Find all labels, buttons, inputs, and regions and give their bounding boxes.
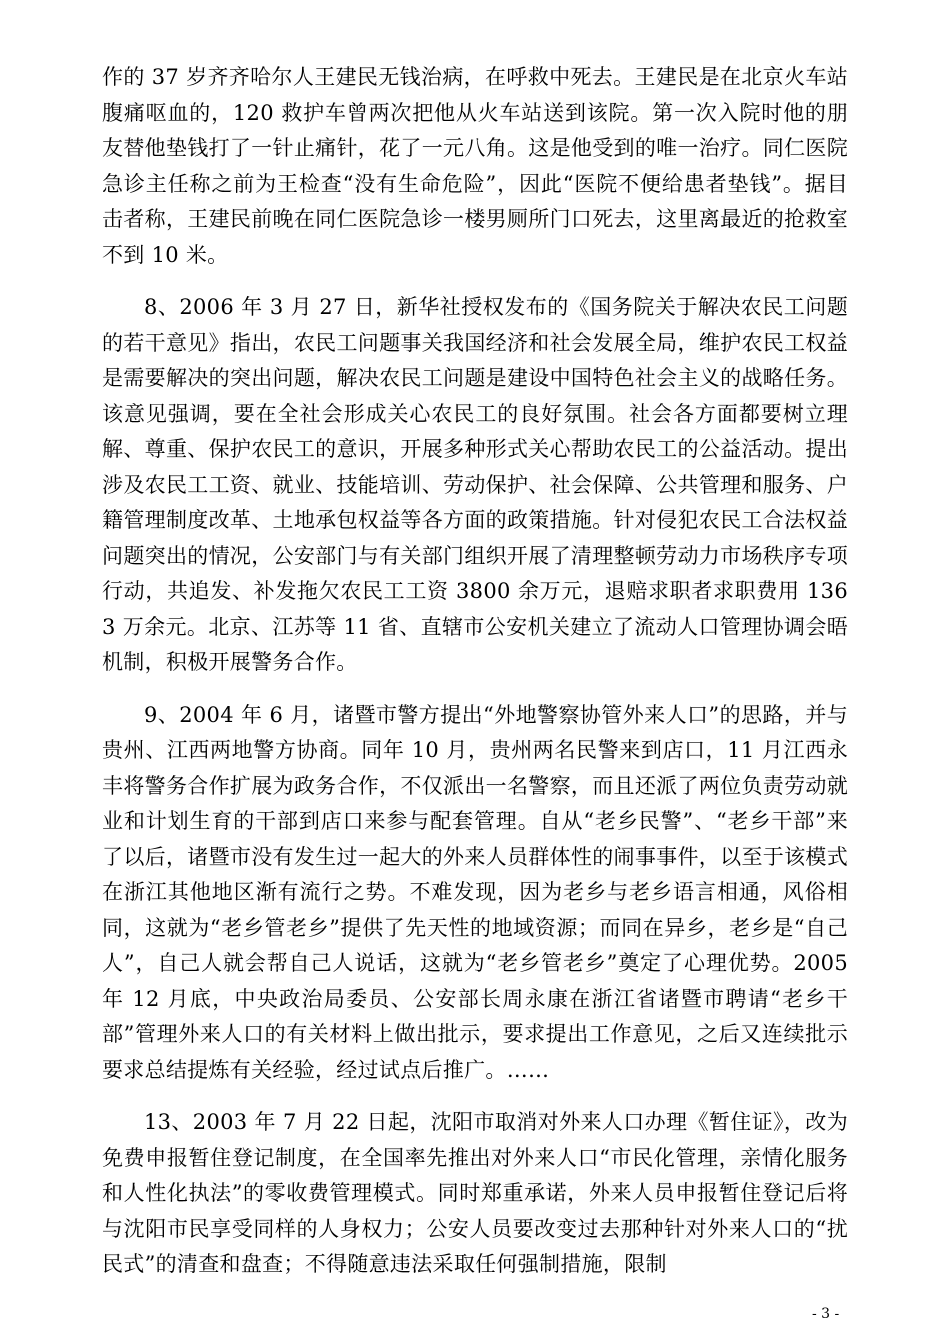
paragraph-item-9: 9、2004 年 6 月，诸暨市警方提出“外地警察协管外来人口”的思路，并与贵州、江西两地警方协商。同年 10 月，贵州两名民警来到店口，11 月江西永丰将警务合作扩展为政务合作，不仅派出一名警察，而且还派了两位负责劳动就业和计划生育的干部到店口来参与配套管理。自从“老乡民警”、“老乡干部”来了以后，诸暨市没有发生过一起大的外来人员群体性的闹事事件，以至于该模式在浙江其他地区渐有流行之势。不难发现，因为老乡与老乡语言相通，风俗相同，这就为“老乡管老乡”提供了先天性的地域资源；而同在异乡，老乡是“自己人”，自己人就会帮自己人说话，这就为“老乡管老乡”奠定了心理优势。2005 年 12 月底，中央政治局委员、公安部长周永康在浙江省诸暨市聘请“老乡干部”管理外来人口的有关材料上做出批示，要求提出工作意见，之后又连续批示要求总结提炼有关经验，经过试点后推广。…… — [102, 702, 848, 1082]
paragraph-spacer — [102, 273, 848, 290]
paragraph-spacer — [102, 681, 848, 698]
page-number: - 3 - — [812, 1306, 840, 1322]
paragraph-item-8: 8、2006 年 3 月 27 日，新华社授权发布的《国务院关于解决农民工问题的若干意见》指出，农民工问题事关我国经济和社会发展全局，维护农民工权益是需要解决的突出问题，解决农民工问题是建设中国特色社会主义的战略任务。该意见强调，要在全社会形成关心农民工的良好氛围。社会各方面都要树立理解、尊重、保护农民工的意识，开展多种形式关心帮助农民工的公益活动。提出涉及农民工工资、就业、技能培训、劳动保护、社会保障、公共管理和服务、户籍管理制度改革、土地承包权益等各方面的政策措施。针对侵犯农民工合法权益问题突出的情况，公安部门与有关部门组织开展了清理整顿劳动力市场秩序专项行动，共追发、补发拖欠农民工工资 3800 余万元，退赔求职者求职费用 1363 万余元。北京、江苏等 11 省、直辖市公安机关建立了流动人口管理协调会晤机制，积极开展警务合作。 — [102, 295, 848, 674]
paragraph-continuation: 作的 37 岁齐齐哈尔人王建民无钱治病，在呼救中死去。王建民是在北京火车站腹痛呕血的，120 救护车曾两次把他从火车站送到该院。第一次入院时他的朋友替他垫钱打了一针止痛针，花了一元八角。这是他受到的唯一治疗。同仁医院急诊主任称之前为王检查“没有生命危险”，因此“医院不便给患者垫钱”。据目击者称，王建民前晚在同仁医院急诊一楼男厕所门口死去，这里离最近的抢救室不到 10 米。 — [102, 65, 848, 267]
paragraph-item-13: 13、2003 年 7 月 22 日起，沈阳市取消对外来人口办理《暂住证》，改为免费申报暂住登记制度，在全国率先推出对外来人口“市民化管理，亲情化服务和人性化执法”的零收费管理模式。同时郑重承诺，外来人员申报暂住登记后将与沈阳市民享受同样的人身权力；公安人员要改变过去那种针对外来人口的“扰民式”的清查和盘查；不得随意违法采取任何强制措施，限制 — [102, 1110, 848, 1276]
document-body — [102, 60, 848, 1283]
paragraph-spacer — [102, 1088, 848, 1105]
